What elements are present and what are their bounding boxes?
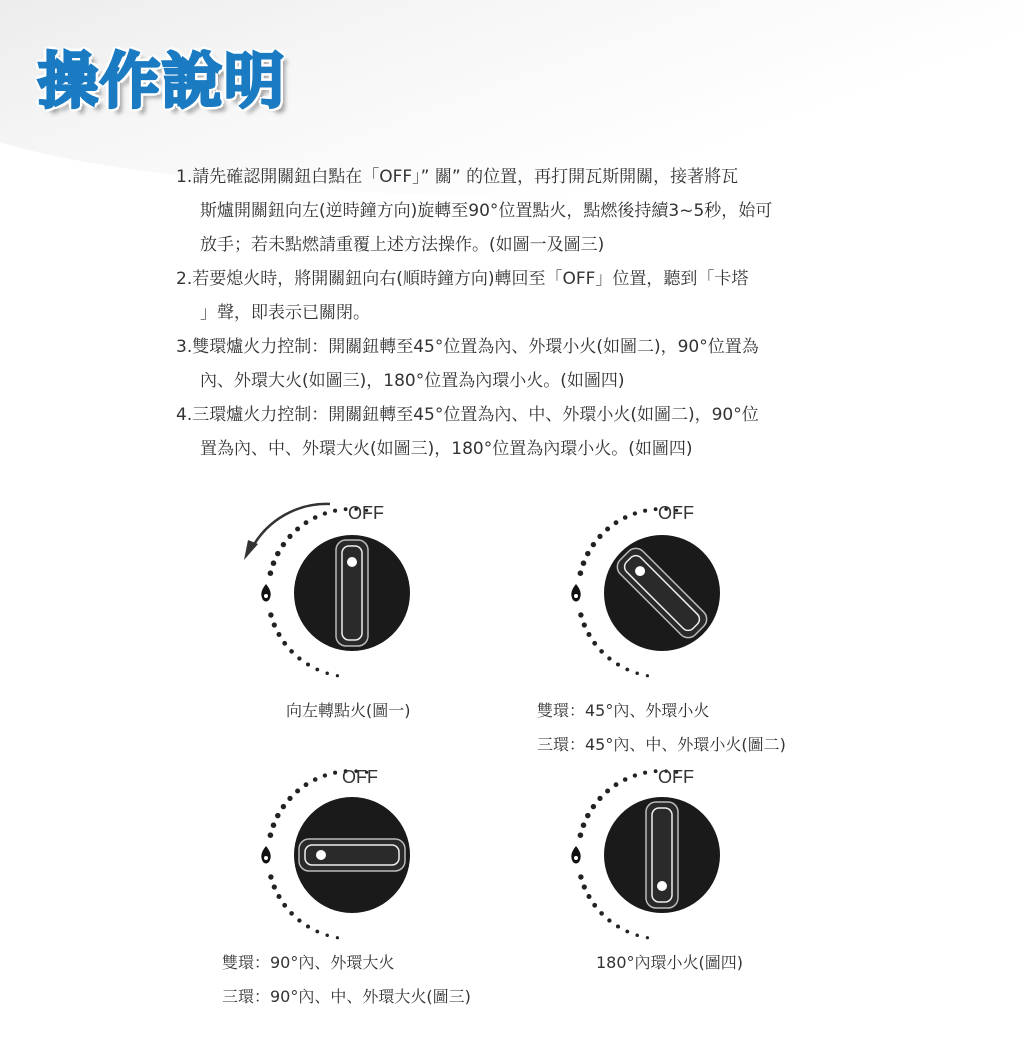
arc-dot (592, 903, 597, 908)
arc-dot (297, 656, 301, 660)
flame-icon (571, 846, 580, 864)
arc-dot (275, 551, 280, 556)
arc-dot (581, 560, 587, 566)
counterclockwise-arrow-icon (252, 504, 330, 548)
arc-dot (599, 649, 604, 654)
arc-dot (271, 822, 277, 828)
figure-caption: 雙環：90°內、外環大火 (222, 953, 395, 972)
knob-handle (336, 540, 368, 646)
arc-dot (623, 515, 628, 520)
arc-dot (344, 507, 348, 511)
knob-diagram (540, 752, 740, 942)
arc-dot (281, 542, 286, 547)
arc-dot (591, 542, 596, 547)
arc-dot (586, 894, 591, 899)
arc-dot (272, 622, 277, 627)
arc-dot (306, 924, 310, 928)
arc-dot (325, 933, 329, 937)
knob-handle (299, 839, 405, 871)
off-label: OFF (658, 767, 694, 787)
arc-dot (614, 520, 619, 525)
figure-caption: 180°內環小火(圖四) (596, 953, 744, 972)
arc-dot (295, 526, 300, 531)
arc-dot (336, 674, 339, 677)
knob-figure-3 (230, 752, 430, 946)
arc-dot (585, 813, 590, 818)
arc-dot (313, 515, 318, 520)
arc-dot (276, 632, 281, 637)
knob-figure-1 (230, 490, 430, 684)
instructions (176, 160, 876, 466)
arc-dot (616, 662, 620, 666)
flame-icon (261, 584, 270, 602)
knob-handle (646, 802, 678, 908)
arc-dot (313, 777, 318, 782)
arc-dot (633, 773, 637, 777)
arc-dot (623, 777, 628, 782)
knob-diagram (230, 752, 430, 942)
arc-dot (282, 903, 287, 908)
arc-dot (297, 918, 301, 922)
arc-dot (323, 773, 327, 777)
arc-dot (586, 632, 591, 637)
figure-caption: 向左轉點火(圖一) (286, 701, 411, 720)
arc-dot (268, 612, 273, 617)
arc-dot (643, 509, 647, 513)
arc-dot (625, 930, 629, 934)
arc-dot (607, 656, 611, 660)
off-label: OFF (342, 767, 378, 787)
instruction-line: 置為內、中、外環大火(如圖三)，180°位置為內環小火。(如圖四) (200, 439, 693, 459)
arc-dot (643, 771, 647, 775)
arc-dot (625, 668, 629, 672)
arc-dot (654, 507, 658, 511)
knob-diagram (540, 490, 740, 680)
instruction-line: 1.請先確認開關鈕白點在「OFF」” 關” 的位置，再打開瓦斯開關，接著將瓦 (176, 167, 739, 187)
figure-caption: 雙環：45°內、外環小火 (537, 701, 710, 720)
arc-dot (616, 924, 620, 928)
arc-dot (578, 570, 584, 576)
arc-dot (582, 622, 587, 627)
arc-dot (591, 804, 596, 809)
arc-dot (581, 822, 587, 828)
instruction-line: 斯爐開關鈕向左(逆時鐘方向)旋轉至90°位置點火，點燃後持續3~5秒，始可 (200, 201, 773, 221)
arc-dot (614, 782, 619, 787)
arc-dot (578, 612, 583, 617)
arc-dot (271, 560, 277, 566)
knob-figure-4 (540, 752, 740, 946)
arc-dot (272, 884, 277, 889)
arc-dot (605, 526, 610, 531)
arc-dot (605, 788, 610, 793)
arc-dot (275, 813, 280, 818)
figure-caption: 三環：90°內、中、外環大火(圖三) (222, 987, 471, 1006)
arc-dot (268, 874, 273, 879)
instruction-line: 3.雙環爐火力控制：開關鈕轉至45°位置為內、外環小火(如圖二)，90°位置為 (176, 337, 759, 357)
arc-dot (304, 782, 309, 787)
arc-dot (306, 662, 310, 666)
arc-dot (268, 832, 274, 838)
arc-dot (635, 933, 639, 937)
instruction-line: 內、外環大火(如圖三)，180°位置為內環小火。(如圖四) (200, 371, 625, 391)
arc-dot (289, 911, 294, 916)
figure-caption: 三環：45°內、中、外環小火(圖二) (537, 735, 786, 754)
arc-dot (582, 884, 587, 889)
knob-diagram (230, 490, 430, 680)
arc-dot (597, 534, 602, 539)
arc-dot (287, 796, 292, 801)
instruction-line: 」聲，即表示已關閉。 (200, 303, 370, 323)
arc-dot (281, 804, 286, 809)
off-label: OFF (658, 503, 694, 523)
arc-dot (315, 930, 319, 934)
arc-dot (646, 674, 649, 677)
arc-dot (592, 641, 597, 646)
arc-dot (635, 671, 639, 675)
arc-dot (607, 918, 611, 922)
instruction-line: 2.若要熄火時，將開關鈕向右(順時鐘方向)轉回至「OFF」位置，聽到「卡塔 (176, 269, 749, 289)
instruction-line: 放手；若未點燃請重覆上述方法操作。(如圖一及圖三) (200, 235, 605, 255)
knob-figure-2 (540, 490, 740, 684)
arc-dot (282, 641, 287, 646)
arc-dot (585, 551, 590, 556)
off-label: OFF (348, 503, 384, 523)
arc-dot (323, 511, 327, 515)
arc-dot (304, 520, 309, 525)
arc-dot (287, 534, 292, 539)
arc-dot (578, 832, 584, 838)
arc-dot (325, 671, 329, 675)
flame-icon (261, 846, 270, 864)
flame-icon (571, 584, 580, 602)
arc-dot (289, 649, 294, 654)
arc-dot (654, 769, 658, 773)
instruction-line: 4.三環爐火力控制：開關鈕轉至45°位置為內、中、外環小火(如圖二)，90°位 (176, 405, 759, 425)
page-title: 操作說明 (38, 47, 286, 117)
arc-dot (633, 511, 637, 515)
arc-dot (333, 509, 337, 513)
arc-dot (276, 894, 281, 899)
arc-dot (295, 788, 300, 793)
arc-dot (336, 936, 339, 939)
arc-dot (578, 874, 583, 879)
arc-dot (646, 936, 649, 939)
arc-dot (315, 668, 319, 672)
arc-dot (268, 570, 274, 576)
arc-dot (597, 796, 602, 801)
arc-dot (599, 911, 604, 916)
arc-dot (333, 771, 337, 775)
